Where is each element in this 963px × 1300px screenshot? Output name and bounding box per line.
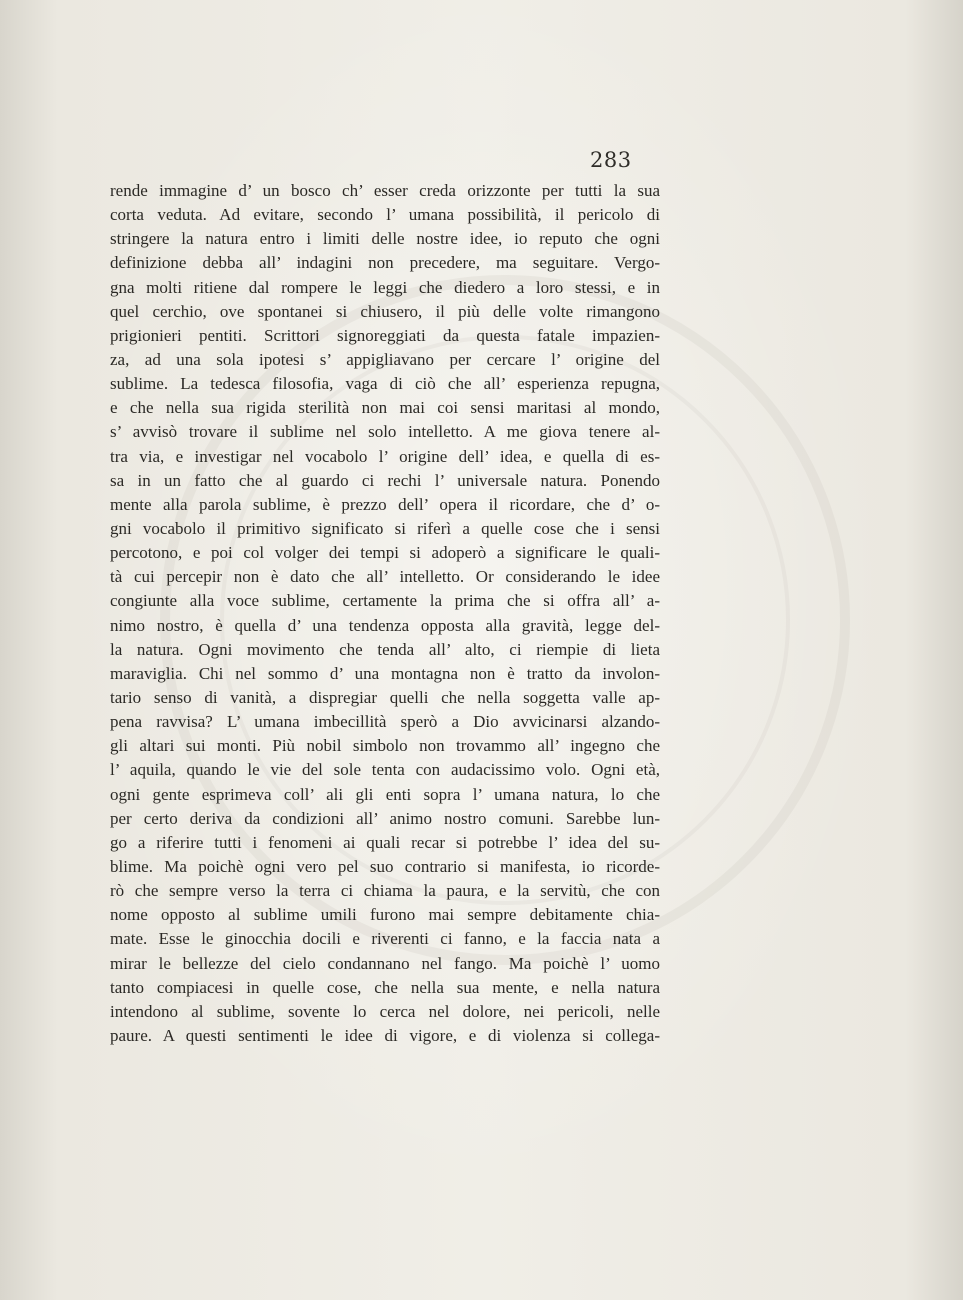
text-line: intendono al sublime, sovente lo cerca nel dolore, nei pericoli, nelle [110, 1001, 660, 1021]
text-line: za, ad una sola ipotesi s’ appigliavano per cercare l’ origine del [110, 349, 660, 369]
body-text [110, 179, 660, 1048]
text-line: mate. Esse le ginocchia docili e riverenti ci fanno, e la faccia nata a [110, 929, 660, 949]
text-line: tra via, e investigar nel vocabolo l’ origine dell’ idea, e quella di es- [110, 446, 660, 466]
text-line: quel cerchio, ove spontanei si chiusero, il più delle volte rimangono [110, 301, 660, 321]
text-line: tario senso di vanità, a dispregiar quelli che nella soggetta valle ap- [110, 687, 660, 707]
text-line: ogni gente esprimeva coll’ ali gli enti sopra l’ umana natura, lo che [110, 784, 660, 804]
text-line: blime. Ma poichè ogni vero pel suo contrario si manifesta, io ricorde- [110, 856, 660, 876]
page-number: 283 [590, 148, 632, 172]
text-line: sublime. La tedesca filosofia, vaga di ciò che all’ esperienza repugna, [110, 374, 660, 394]
text-line: tà cui percepir non è dato che all’ intelletto. Or considerando le idee [110, 567, 660, 587]
text-line: mente alla parola sublime, è prezzo dell’ opera il ricordare, che d’ o- [110, 494, 660, 514]
text-line: rò che sempre verso la terra ci chiama la paura, e la servitù, che con [110, 881, 660, 901]
text-line: s’ avvisò trovare il sublime nel solo intelletto. A me giova tenere al- [110, 422, 660, 442]
text-line: nome opposto al sublime umili furono mai sempre debitamente chia- [110, 905, 660, 925]
text-line: rende immagine d’ un bosco ch’ esser creda orizzonte per tutti la sua [110, 181, 660, 200]
text-line: pena ravvisa? L’ umana imbecillità sperò a Dio avvicinarsi alzando- [110, 712, 660, 732]
text-line: maraviglia. Chi nel sommo d’ una montagna non è tratto da involon- [110, 663, 660, 683]
text-line: sa in un fatto che al guardo ci rechi l’ universale natura. Ponendo [110, 470, 660, 490]
text-line: e che nella sua rigida sterilità non mai coi sensi maritasi al mondo, [110, 398, 660, 418]
text-line: prigionieri pentiti. Scrittori signoreggiati da questa fatale impazien- [110, 325, 660, 345]
text-line: paure. A questi sentimenti le idee di vigore, e di violenza si collega- [110, 1025, 660, 1045]
text-line: la natura. Ogni movimento che tenda all’ alto, ci riempie di lieta [110, 639, 660, 659]
text-line: percotono, e poi col volger dei tempi si adoperò a significare le quali- [110, 543, 660, 563]
text-line: per certo deriva da condizioni all’ animo nostro comuni. Sarebbe lun- [110, 808, 660, 828]
text-line: tanto compiacesi in quelle cose, che nella sua mente, e nella natura [110, 977, 660, 997]
text-line: gli altari sui monti. Più nobil simbolo non trovammo all’ ingegno che [110, 736, 660, 756]
text-line: gna molti ritiene dal rompere le leggi che diedero a loro stessi, e in [110, 277, 660, 297]
text-line: corta veduta. Ad evitare, secondo l’ umana possibilità, il pericolo di [110, 205, 660, 225]
text-line: l’ aquila, quando le vie del sole tenta con audacissimo volo. Ogni età, [110, 760, 660, 780]
text-line: go a riferire tutti i fenomeni ai quali recar si potrebbe l’ idea del su- [110, 832, 660, 852]
text-line: mirar le bellezze del cielo condannano nel fango. Ma poichè l’ uomo [110, 953, 660, 973]
text-line: definizione debba all’ indagini non precedere, ma seguitare. Vergo- [110, 253, 660, 273]
text-line: congiunte alla voce sublime, certamente la prima che si offra all’ a- [110, 591, 660, 611]
text-line: stringere la natura entro i limiti delle nostre idee, io reputo che ogni [110, 229, 660, 249]
text-line: nimo nostro, è quella d’ una tendenza opposta alla gravità, legge del- [110, 615, 660, 635]
text-line: gni vocabolo il primitivo significato si riferì a quelle cose che i sensi [110, 518, 660, 538]
